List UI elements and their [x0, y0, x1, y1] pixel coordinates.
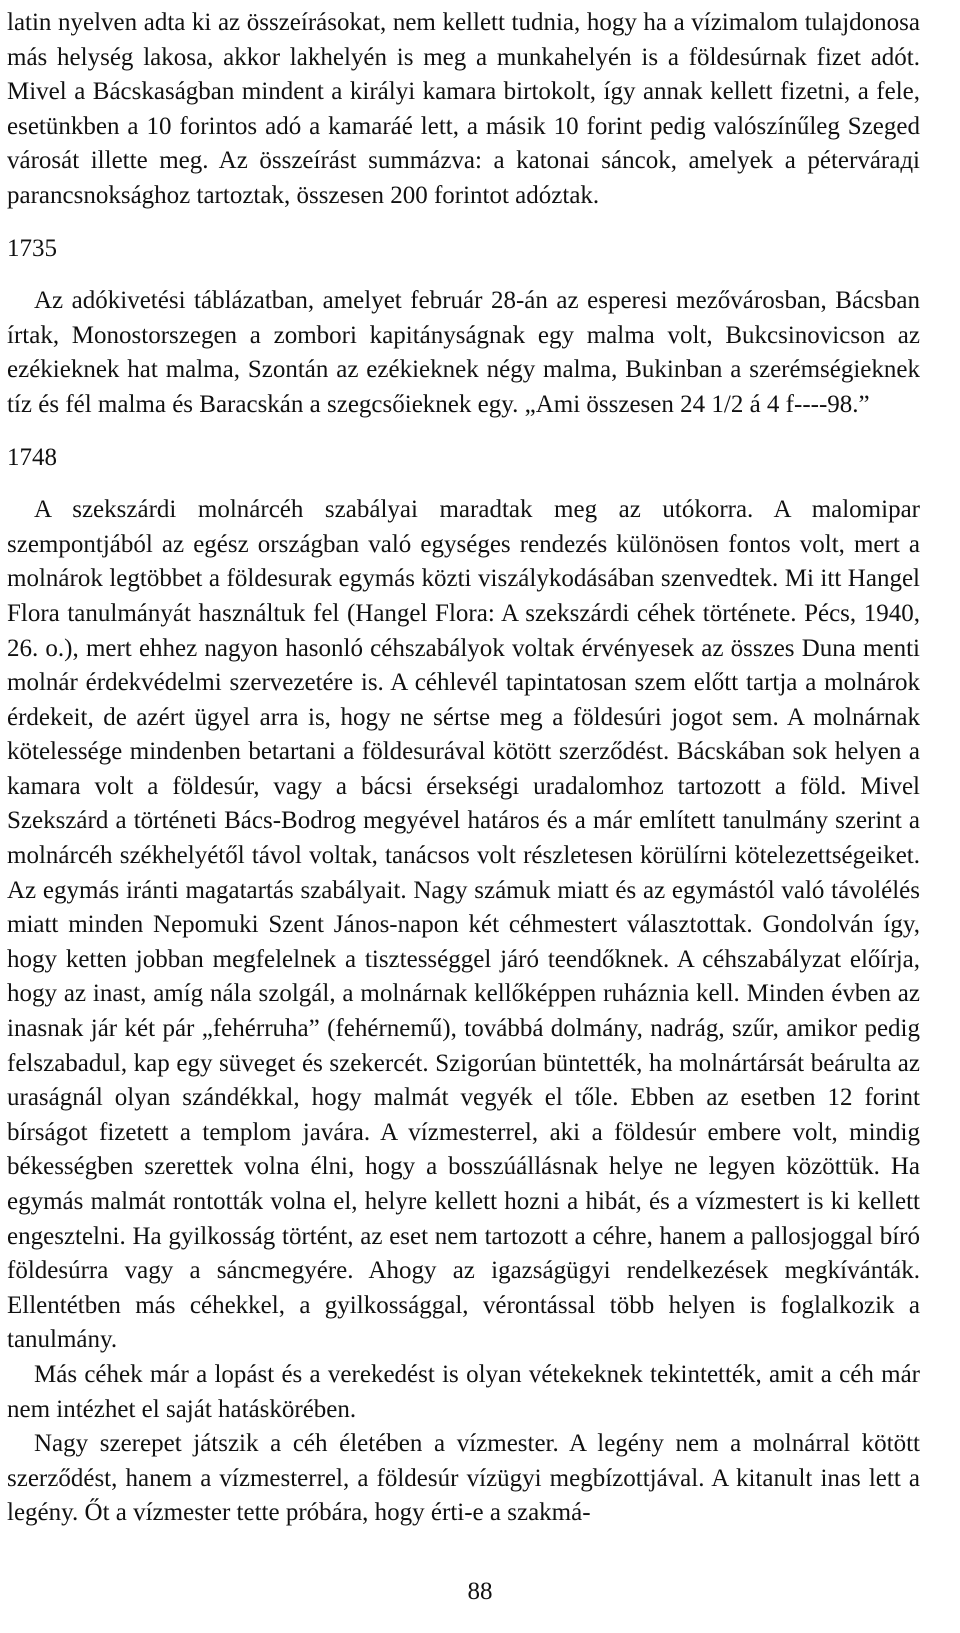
paragraph-1735: Az adókivetési táblázatban, amelyet február 28-án az esperesi mezővárosban, Bácsban írtak, Monostorszegen a zombori kapitányságnak egy malma volt, Bukcsinovicson az ezékieknek hat malma, Szontán az ezékieknek négy malma, Bukinban a szerémségieknek tíz és fél malma és Baracskán a szegcsőieknek egy. „Ami összesen 24 1/2 á 4 f----98.”: [7, 287, 920, 418]
year-heading-1748: 1748: [7, 443, 57, 471]
page-number: 88: [467, 1578, 493, 1605]
paragraph-other-guilds: Más céhek már a lopást és a verekedést is olyan vétekeknek tekintették, amit a céh már nem intézhet el saját hatáskörében.: [7, 1360, 920, 1423]
paragraph-intro: latin nyelven adta ki az összeírásokat, nem kellett tudnia, hogy ha a vízimalom tulajdonosa más helység lakosa, akkor lakhelyén is meg a munkahelyén is a földesúrnak fizet adót. Mivel a Bácskaságban mindent a királyi kamara birtokolt, így annak kellett fizetni, a fele, esetünkben a 10 forintos adó a kamaráé lett, a másik 10 forint pedig valószínűleg Szeged városát illette meg. Az összeírást summázva: a katonai sáncok, amelyek a pétervárадi parancsnoksághoz tartoztak, összesen 200 forintot adóztak.: [7, 9, 920, 209]
paragraph-water-master: Nagy szerepet játszik a céh életében a vízmester. A legény nem a molnárral kötött szerződést, hanem a vízmesterrel, a földesúr vízügyi megbízottjával. A kitanult inas lett a legény. Őt a vízmester tette próbára, hogy érti-e a szakmá-: [7, 1430, 920, 1527]
year-heading-1735: 1735: [7, 234, 57, 262]
paragraph-1748: A szekszárdi molnárcéh szabályai maradtak meg az utókorra. A malomipar szempontjából az egész országban való egységes rendezés különösen fontos volt, mert a molnárok legtöbbet a földesurak egymás közti viszálykodásában szenvedtek. Mi itt Hangel Flora tanulmányát használtuk fel (Hangel Flora: A szekszárdi céhek története. Pécs, 1940, 26. o.), mert ehhez nagyon hasonló céhszabályok voltak érvényesek az összes Duna menti molnár érdekvédelmi szervezetére is. A céhlevél tapintatosan szem előtt tartja a molnárok érdekeit, de azért ügyel arra is, hogy ne sértse meg a földesúri jogot sem. A molnárnak kötelessége mindenben betartani a földesurával kötött szerződést. Bácskában sok helyen a kamara volt a földesúr, vagy a bácsi érsekségi uradalomhoz tartozott a föld. Mivel Szekszárd a történeti Bács-Bodrog megyével határos és a már említett tanulmány szerint a molnárcéh székhelyétől távol voltak, tanácsos volt részletesen körülírni kötelezettségeiket. Az egymás iránti magatartás szabályait. Nagy számuk miatt és az egymástól való távolélés miatt minden Nepomuki Szent János-napon két céhmestert választottak. Gondolván így, hogy ketten jobban megfelelnek a tisztességgel járó teendőknek. A céhszabályzat előírja, hogy az inast, amíg nála szolgál, a molnárnak kellőképpen ruháznia kell. Minden évben az inasnak jár két pár „fehérruha” (fehérnemű), továbbá dolmány, nadrág, szűr, amikor pedig felszabadul, kap egy süveget és szekercét. Szigorúan büntették, ha molnártársát beárulta az uraságnál olyan szándékkal, hogy malmát vegyék el tőle. Ebben az esetben 12 forint bírságot fizetett a templom javára. A vízmesterrel, aki a földesúr embere volt, mindig békességben szerettek volna élni, hogy a bosszúállásnak helye ne legyen közöttük. Ha egymás malmát rontották volna el, helyre kellett hozni a hibát, és a vízmestert is ki kellett engesztelni. Ha gyilkosság történt, az eset nem tartozott a céhre, hanem a pallosjoggal bíró földesúrra vagy a sáncmegyére. Ahogy az igazságügyi rendelkezések megkívánták. Ellentétben más céhekkel, a gyilkossággal, vérontással több helyen is foglalkozik a tanulmány.: [7, 496, 920, 1354]
